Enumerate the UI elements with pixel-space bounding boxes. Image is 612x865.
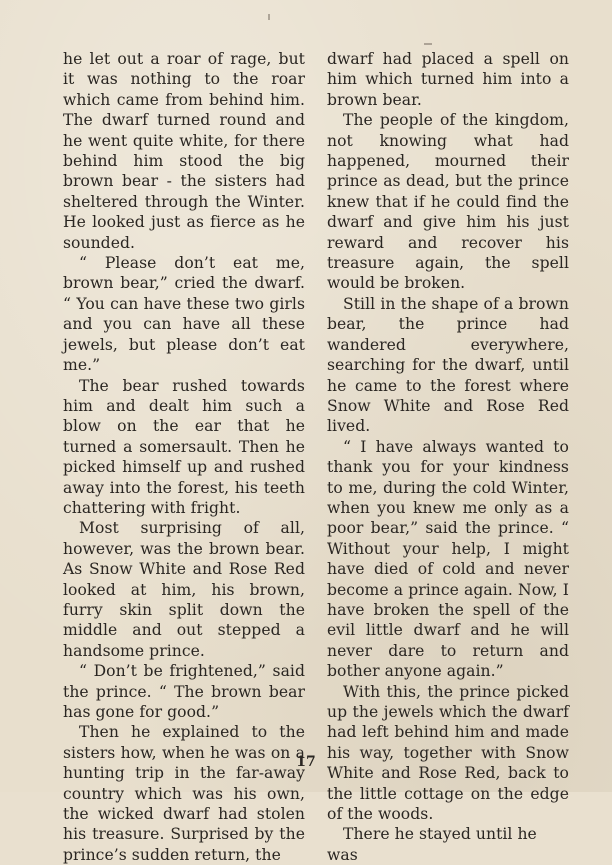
left-column — [63, 49, 305, 865]
paragraph: The bear rushed towards him and dealt him such a blow on the ear that he turned a somersault. Then he picked himself up and rushed away into the forest, his teeth chattering with fright. — [63, 376, 305, 517]
paragraph: There he stayed until he was — [327, 825, 537, 864]
top-speck — [268, 14, 270, 20]
paragraph: Still in the shape of a brown bear, the prince had wandered everywhere, searching for the dwarf, until he came to the forest where Snow White and Rose Red lived. — [327, 294, 569, 436]
paragraph: he let out a roar of rage, but it was nothing to the roar which came from behind him. The dwarf turned round and he went quite white, for there behind him stood the big brown bear - the sisters had sheltered through the Winter. He looked just as fierce as he sounded. — [63, 50, 305, 252]
top-dash — [424, 43, 432, 45]
right-column — [327, 49, 569, 865]
paragraph: dwarf had placed a spell on him which turned him into a brown bear. — [327, 50, 569, 109]
paragraph: “ I have always wanted to thank you for your kindness to me, during the cold Winter, when you knew me only as a poor bear,” said the prince. “ Without your help, I might have died of cold and never become a prince again. Now, I have broken the spell of the evil little dwarf and he will never dare to return and bother anyone again.” — [327, 437, 569, 681]
paragraph: Most surprising of all, however, was the brown bear. As Snow White and Rose Red looked at him, his brown, furry skin split down the middle and out stepped a handsome prince. — [63, 519, 305, 660]
paragraph: The people of the kingdom, not knowing what had happened, mourned their prince as dead, but the prince knew that if he could find the dwarf and give him his just reward and recover his treasure again, the spell would be broken. — [327, 111, 569, 293]
paragraph: Then he explained to the sisters how, when he was on a hunting trip in the far-away country which was his own, the wicked dwarf had stolen his treasure. Surprised by the prince’s sudden return, the — [63, 723, 305, 864]
page-number: 17 — [296, 754, 316, 770]
paragraph: “ Don’t be frightened,” said the prince. “ The brown bear has gone for good.” — [63, 662, 305, 721]
paragraph: “ Please don’t eat me, brown bear,” cried the dwarf. “ You can have these two girls and you can have all these jewels, but please don’t eat me.” — [63, 254, 305, 375]
paragraph: With this, the prince picked up the jewels which the dwarf had left behind him and made his way, together with Snow White and Rose Red, back to the little cottage on the edge of the woods. — [327, 682, 569, 824]
